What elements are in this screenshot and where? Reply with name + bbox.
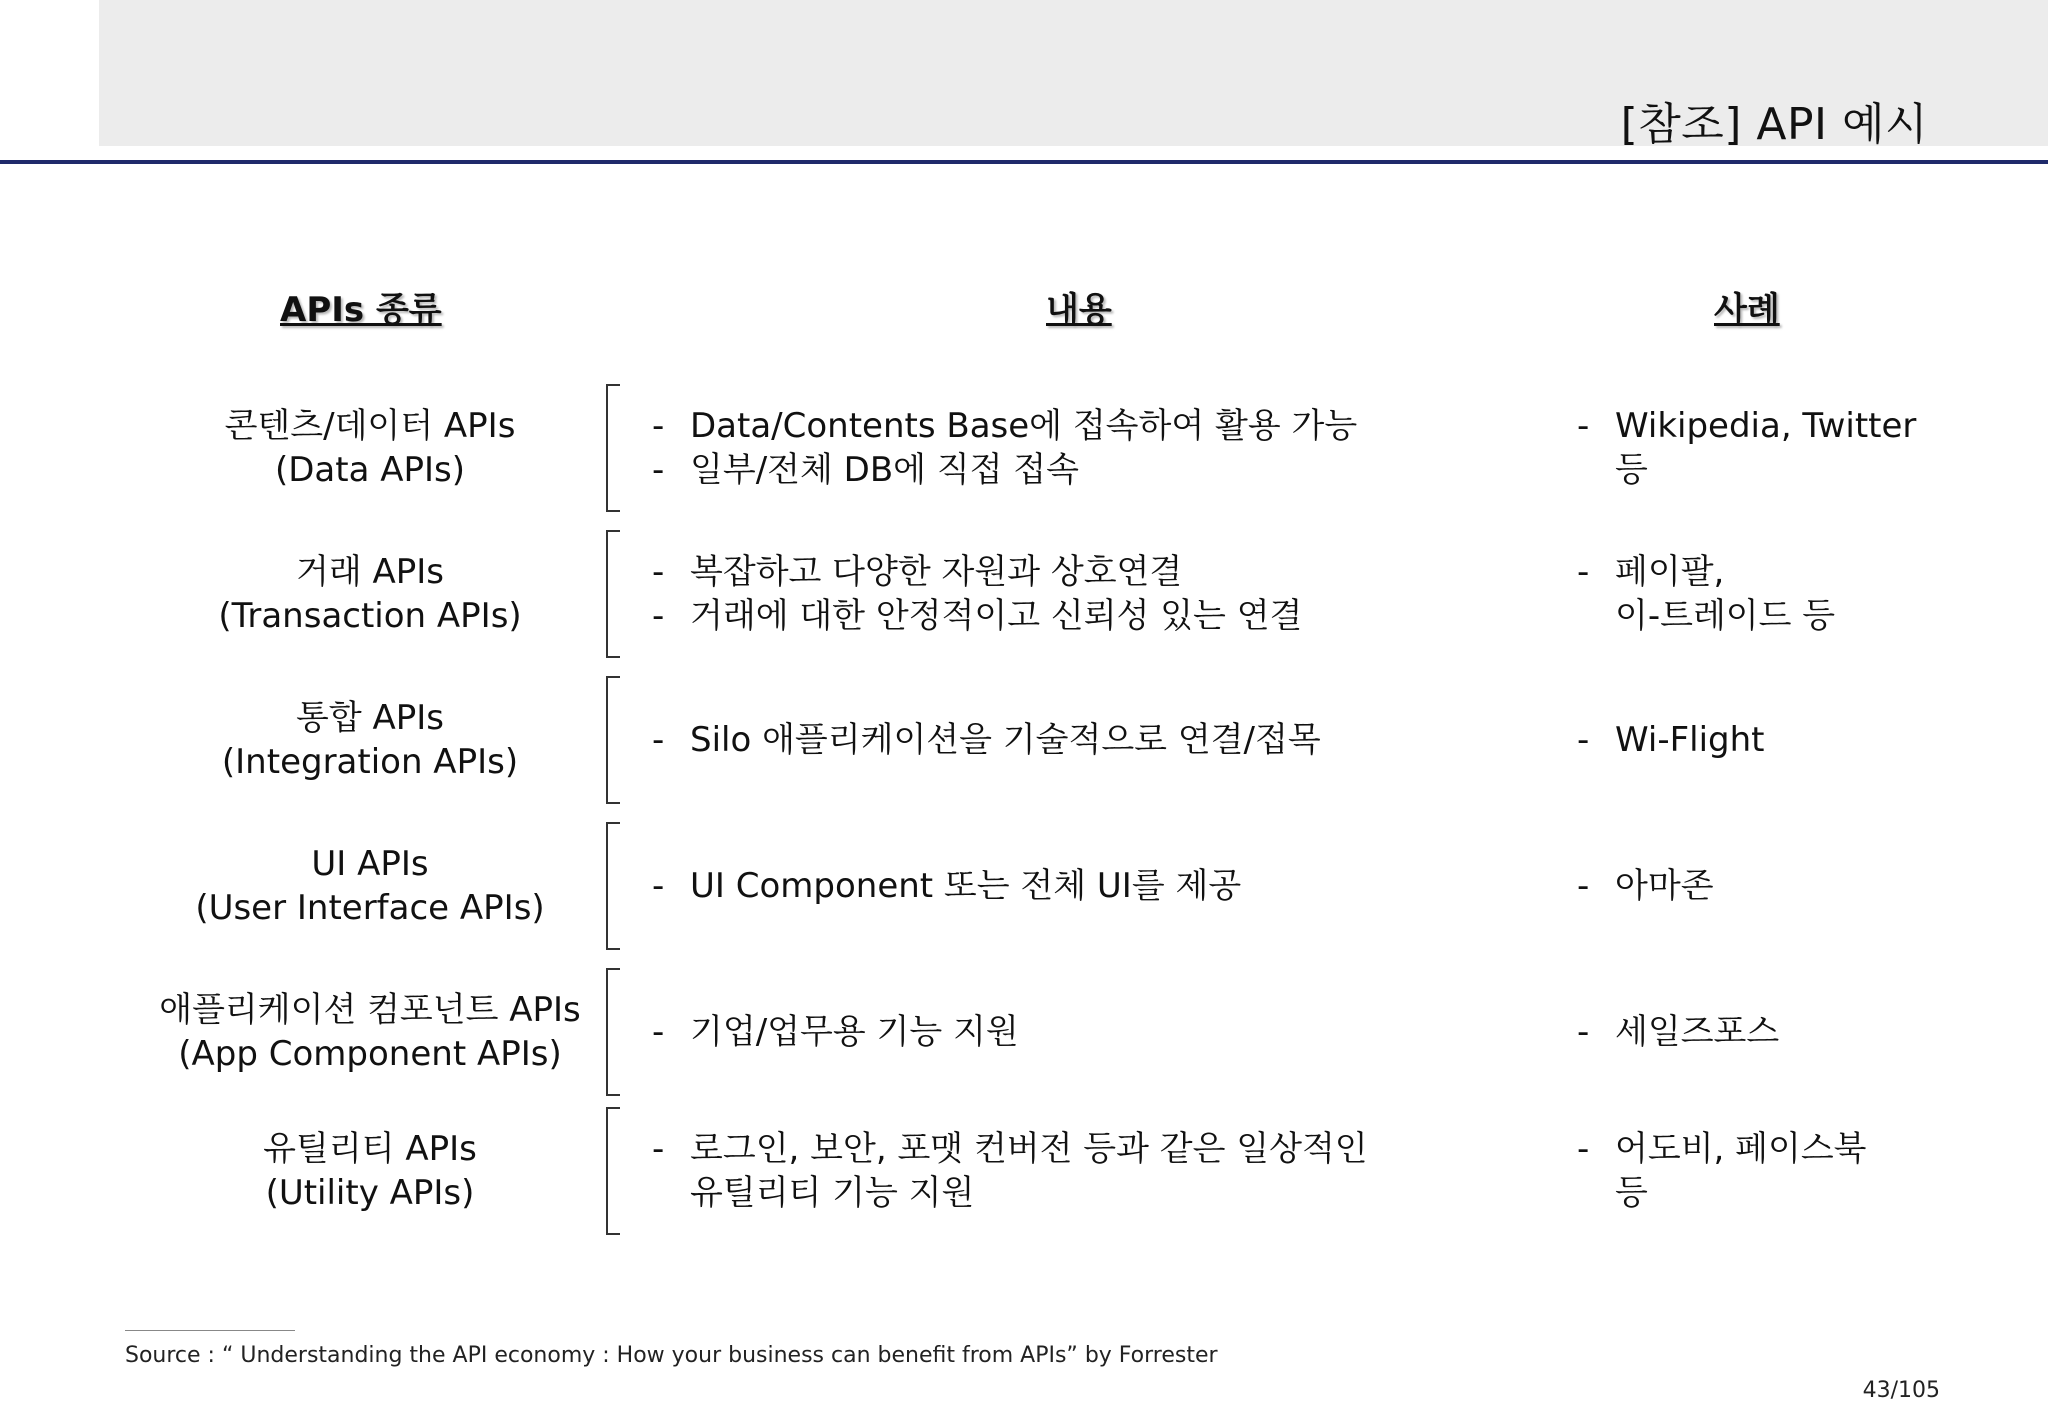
content-item	[652, 448, 1472, 492]
bullet-dash: -	[652, 450, 665, 490]
example-item	[1577, 550, 2017, 638]
api-type-cell	[100, 550, 640, 638]
content-text: 기업/업무용 기능 지원	[690, 1012, 1019, 1052]
bullet-dash: -	[652, 552, 665, 592]
example-text: 세일즈포스	[1615, 1012, 1780, 1052]
api-type-name: 애플리케이션 컴포넌트 APIs	[159, 990, 581, 1030]
content-cell	[652, 1127, 1472, 1215]
header-divider	[0, 160, 2048, 164]
api-type-cell	[100, 404, 640, 492]
content-item	[652, 718, 1472, 762]
bullet-dash: -	[652, 720, 665, 760]
content-text: 로그인, 보안, 포맷 컨버전 등과 같은 일상적인 유틸리티 기능 지원	[690, 1129, 1368, 1213]
table-row	[0, 530, 2048, 658]
row-bracket	[606, 822, 620, 950]
column-header-example: 사례	[1714, 290, 1780, 330]
bullet-dash: -	[652, 1129, 665, 1169]
api-type-name: 유틸리티 APIs	[263, 1129, 477, 1169]
example-cell	[1577, 718, 2017, 762]
content-item	[652, 1010, 1472, 1054]
row-bracket	[606, 384, 620, 512]
example-item	[1577, 1127, 2017, 1215]
api-type-english-name: (Utility APIs)	[265, 1173, 475, 1213]
content-cell	[652, 550, 1472, 638]
row-bracket	[606, 968, 620, 1096]
row-bracket	[606, 1107, 620, 1235]
table-row	[0, 822, 2048, 950]
content-cell	[652, 404, 1472, 492]
api-type-cell	[100, 842, 640, 930]
bullet-dash: -	[1577, 406, 1590, 446]
row-bracket	[606, 530, 620, 658]
content-item	[652, 404, 1472, 448]
api-type-english-name: (User Interface APIs)	[195, 888, 545, 928]
api-type-cell	[100, 696, 640, 784]
api-type-name: 통합 APIs	[296, 698, 444, 738]
api-type-english-name: (Integration APIs)	[221, 742, 519, 782]
column-header-content: 내용	[1046, 290, 1112, 330]
example-cell	[1577, 550, 2017, 638]
example-cell	[1577, 1010, 2017, 1054]
example-item	[1577, 864, 2017, 908]
api-type-name: UI APIs	[311, 844, 429, 884]
table-row	[0, 384, 2048, 512]
content-item	[652, 594, 1472, 638]
source-footnote: Source : “ Understanding the API economy : How your business can benefit from APIs” by Forrester	[125, 1343, 1218, 1368]
api-type-name: 거래 APIs	[296, 552, 444, 592]
bullet-dash: -	[652, 866, 665, 906]
api-type-cell	[100, 1127, 640, 1215]
content-cell	[652, 864, 1472, 908]
example-text: Wi-Flight	[1615, 720, 1765, 760]
content-item	[652, 864, 1472, 908]
bullet-dash: -	[1577, 1012, 1590, 1052]
api-type-cell	[100, 988, 640, 1076]
example-item	[1577, 718, 2017, 762]
page-number: 43/105	[1862, 1378, 1940, 1403]
api-type-name: 콘텐츠/데이터 APIs	[224, 406, 516, 446]
table-row	[0, 676, 2048, 804]
content-cell	[652, 718, 1472, 762]
row-bracket	[606, 676, 620, 804]
table-row	[0, 968, 2048, 1096]
example-item	[1577, 404, 2017, 492]
content-text: 거래에 대한 안정적이고 신뢰성 있는 연결	[690, 596, 1303, 636]
example-item	[1577, 1010, 2017, 1054]
slide-title: [참조] API 예시	[1620, 99, 1928, 150]
api-type-english-name: (App Component APIs)	[178, 1034, 562, 1074]
bullet-dash: -	[1577, 720, 1590, 760]
example-text: 아마존	[1615, 866, 1714, 906]
column-header-type: APIs 종류	[280, 290, 442, 330]
content-text: 복잡하고 다양한 자원과 상호연결	[690, 552, 1183, 592]
content-text: Data/Contents Base에 접속하여 활용 가능	[690, 406, 1358, 446]
example-cell	[1577, 864, 2017, 908]
content-item	[652, 1127, 1472, 1215]
example-text: 페이팔, 이-트레이드 등	[1615, 552, 1836, 636]
example-cell	[1577, 404, 2017, 492]
example-text: 어도비, 페이스북 등	[1615, 1129, 1867, 1213]
api-type-english-name: (Transaction APIs)	[218, 596, 522, 636]
content-item	[652, 550, 1472, 594]
bullet-dash: -	[1577, 552, 1590, 592]
bullet-dash: -	[652, 406, 665, 446]
footnote-divider	[125, 1330, 295, 1331]
bullet-dash: -	[652, 1012, 665, 1052]
content-text: 일부/전체 DB에 직접 접속	[690, 450, 1079, 490]
content-text: UI Component 또는 전체 UI를 제공	[690, 866, 1242, 906]
content-cell	[652, 1010, 1472, 1054]
example-cell	[1577, 1127, 2017, 1215]
api-type-english-name: (Data APIs)	[274, 450, 466, 490]
table-row	[0, 1107, 2048, 1235]
example-text: Wikipedia, Twitter 등	[1615, 406, 1917, 490]
bullet-dash: -	[652, 596, 665, 636]
bullet-dash: -	[1577, 866, 1590, 906]
bullet-dash: -	[1577, 1129, 1590, 1169]
content-text: Silo 애플리케이션을 기술적으로 연결/접목	[690, 720, 1321, 760]
